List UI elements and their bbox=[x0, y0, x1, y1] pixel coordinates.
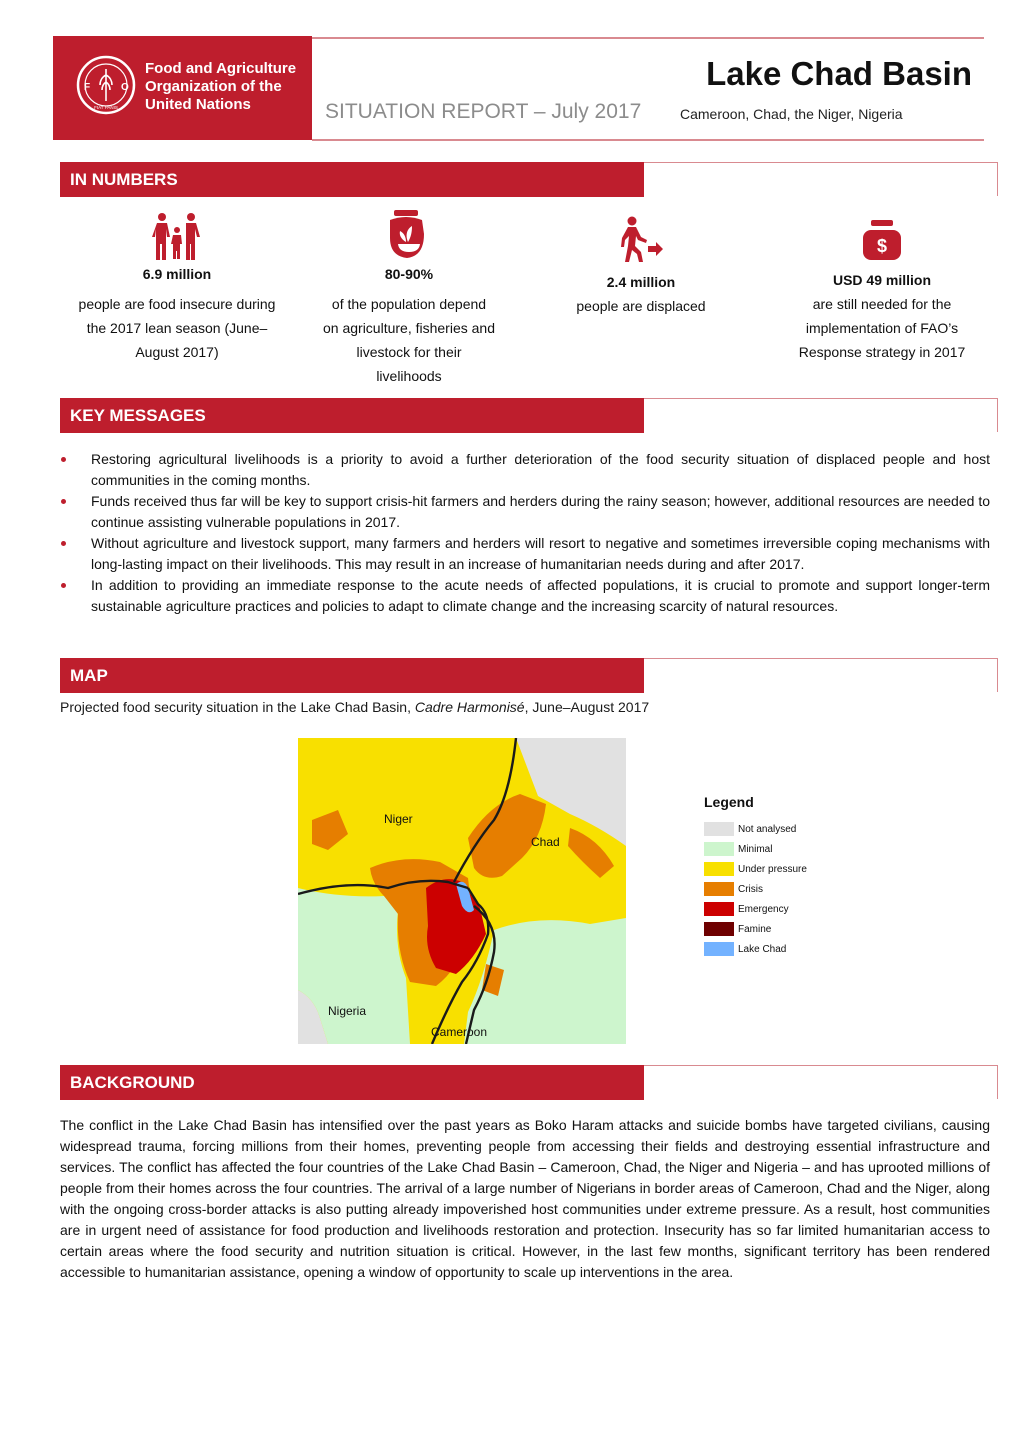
displaced-person-icon bbox=[618, 216, 664, 264]
stat-text-line: on agriculture, fisheries and bbox=[323, 320, 495, 336]
food-security-map bbox=[298, 738, 626, 1044]
legend-item bbox=[704, 899, 807, 919]
map-graphic bbox=[298, 738, 626, 1044]
legend-item bbox=[704, 919, 807, 939]
page-title: Lake Chad Basin bbox=[706, 55, 972, 92]
stat-text-line: people are displaced bbox=[576, 298, 706, 314]
report-label: SITUATION REPORT – July 2017 bbox=[325, 100, 642, 123]
map-caption-tail: , June–August 2017 bbox=[524, 699, 650, 715]
legend-label: Not analysed bbox=[738, 823, 797, 835]
agriculture-icon bbox=[386, 208, 432, 262]
section-in-numbers bbox=[60, 162, 998, 196]
background-paragraph: The conflict in the Lake Chad Basin has intensified over the past years as Boko Haram attacks and suicide bombs have targeted civilians, causing widespread trauma, forcing millions from their homes, preventing people from accessing their fields and destroying essential infrastructure and services. The conflict has affected the four countries of the Lake Chad Basin – Cameroon, Chad, the Niger and Nigeria – and has uprooted millions of people from their homes across the four countries. The arrival of a large number of Nigerians in border areas of Cameroon, Chad and the Niger, along with the ongoing cross-border attacks is also putting already impoverished host communities under extreme pressure. As a result, host communities are in urgent need of assistance for food production and livelihoods restoration and protection. Insecurity has so far limited humanitarian access to certain areas where the food security and nutrition situation is critical. However, in the last few months, significant territory has been rendered accessible to humanitarian assistance, opening a window of opportunity to scale up interventions in the area. bbox=[60, 1117, 990, 1280]
stat-text-line: the 2017 lean season (June– bbox=[86, 320, 268, 336]
legend-item bbox=[704, 819, 807, 839]
legend-label: Lake Chad bbox=[738, 943, 787, 955]
legend-swatch bbox=[704, 862, 734, 876]
page-subtitle: Cameroon, Chad, the Niger, Nigeria bbox=[680, 106, 903, 122]
stat-agriculture-dependence bbox=[302, 208, 516, 388]
stat-figure: 80-90% bbox=[384, 266, 434, 282]
legend-label: Crisis bbox=[738, 883, 763, 895]
legend-item bbox=[704, 879, 807, 899]
section-map bbox=[60, 658, 998, 692]
fao-logo-letter-f: F bbox=[84, 82, 91, 93]
map-label-chad: Chad bbox=[531, 835, 560, 849]
organization-name-line-1: Food and Agriculture bbox=[145, 60, 297, 77]
map-label-nigeria: Nigeria bbox=[328, 1004, 367, 1018]
legend-item bbox=[704, 859, 807, 879]
map-caption-italic: Cadre Harmonisé bbox=[414, 699, 525, 715]
section-title: IN NUMBERS bbox=[70, 170, 178, 189]
stat-text-line: August 2017) bbox=[135, 344, 219, 360]
stat-figure: 2.4 million bbox=[606, 274, 676, 290]
key-message-item: Funds received thus far will be key to support crisis-hit farmers and herders during the rainy season; however, additional resources are needed to continue assisting vulnerable populations in 2017. bbox=[60, 491, 990, 533]
legend-swatch bbox=[704, 922, 734, 936]
stat-text-line: Response strategy in 2017 bbox=[798, 344, 966, 360]
key-message-item: Without agriculture and livestock support, many farmers and herders will resort to negative and sometimes irreversible coping mechanisms with long-lasting impact on their livelihoods. This may result in an increase of humanitarian needs during and after 2017. bbox=[60, 533, 990, 575]
header-top-rule bbox=[312, 37, 984, 39]
map-caption-text: Projected food security situation in the Lake Chad Basin, bbox=[60, 699, 415, 715]
section-bar-fill bbox=[60, 658, 644, 693]
key-messages-list bbox=[60, 449, 990, 617]
legend-label: Minimal bbox=[738, 843, 773, 855]
stat-funding-needed bbox=[772, 218, 992, 364]
legend-swatch bbox=[704, 822, 734, 836]
legend-swatch bbox=[704, 902, 734, 916]
money-bag-icon bbox=[861, 218, 903, 262]
organization-name bbox=[145, 60, 296, 114]
legend-label: Under pressure bbox=[738, 863, 807, 875]
map-legend bbox=[704, 794, 807, 959]
section-title: BACKGROUND bbox=[70, 1073, 195, 1092]
organization-name-line-3: United Nations bbox=[145, 96, 251, 113]
stat-figure: 6.9 million bbox=[142, 266, 212, 282]
fao-header-block bbox=[53, 36, 312, 140]
legend-item bbox=[704, 939, 807, 959]
map-label-cameroon: Cameroon bbox=[431, 1025, 488, 1039]
map-caption bbox=[60, 699, 649, 715]
section-title: MAP bbox=[70, 666, 108, 685]
stat-text-line: people are food insecure during bbox=[78, 296, 276, 312]
legend-title: Legend bbox=[704, 794, 754, 810]
stat-figure: USD 49 million bbox=[832, 272, 932, 288]
family-icon bbox=[151, 212, 203, 262]
legend-swatch bbox=[704, 882, 734, 896]
organization-name-line-2: Organization of the bbox=[145, 78, 282, 95]
stat-text-line: are still needed for the bbox=[812, 296, 952, 312]
fao-logo bbox=[76, 55, 136, 115]
key-message-item: Restoring agricultural livelihoods is a priority to avoid a further deterioration of the food security situation of displaced people and host communities in the coming months. bbox=[60, 449, 990, 491]
section-background bbox=[60, 1065, 998, 1099]
stat-text-line: of the population depend bbox=[331, 296, 487, 312]
money-bag-symbol: $ bbox=[876, 236, 888, 256]
fao-logo-motto: FIAT PANIS bbox=[94, 105, 118, 110]
stat-text-line: livelihoods bbox=[376, 368, 442, 384]
stat-food-insecure bbox=[62, 212, 292, 364]
map-label-niger: Niger bbox=[384, 812, 413, 826]
section-title: KEY MESSAGES bbox=[70, 406, 206, 425]
key-message-item: In addition to providing an immediate response to the acute needs of affected populations, it is crucial to promote and support longer-term sustainable agriculture practices and policies to adapt to climate change and the increasing scarcity of natural resources. bbox=[60, 575, 990, 617]
legend-label: Famine bbox=[738, 923, 772, 935]
legend-label: Emergency bbox=[738, 903, 789, 915]
section-key-messages bbox=[60, 398, 998, 432]
stat-text-line: implementation of FAO’s bbox=[805, 320, 959, 336]
stat-text-line: livestock for their bbox=[356, 344, 462, 360]
legend-item bbox=[704, 839, 807, 859]
fao-logo-letter-o: O bbox=[121, 82, 129, 93]
header-bottom-rule bbox=[312, 139, 984, 141]
legend-swatch bbox=[704, 842, 734, 856]
stat-displaced bbox=[545, 216, 737, 318]
legend-swatch bbox=[704, 942, 734, 956]
